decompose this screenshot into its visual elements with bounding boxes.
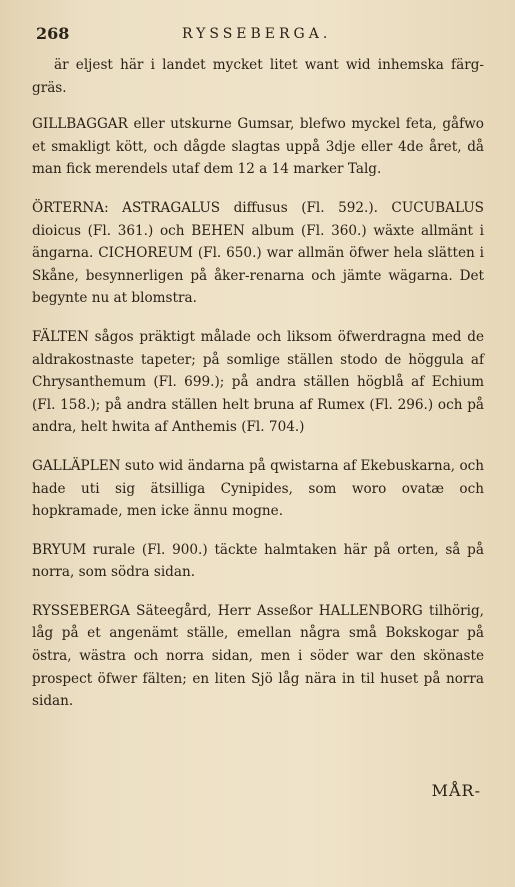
running-title: RYSSEBERGA. <box>182 26 332 42</box>
paragraph-gillbaggar: GILLBAGGAR eller utskurne Gumsar, blefwo myckel feta, gåfwo et smakligt kött, och dågde slagtas uppå 3dje eller 4de året, då man fick merendels utaf dem 12 a 14 marker Talg. <box>32 116 484 178</box>
page-number: 268 <box>36 24 70 43</box>
catchword: MÅR- <box>431 781 481 800</box>
paragraph-rysseberga: RYSSEBERGA Säteegård, Herr Asseßor HALLENBORG tilhörig, låg på et angenämt ställe, emellan några små Bokskogar på östra, wästra och norra sidan, men i söder war den skönaste prospect öfwer fälten; en liten Sjö låg nära in til huset på norra sidan. <box>32 602 484 710</box>
paragraph-gallaplen: GALLÄPLEN suto wid ändarna på qwistarna af Ekebuskarna, och hade uti sig ätsilliga Cynipides, som woro ovatæ och hopkramade, men icke ännu mogne. <box>32 457 484 520</box>
paragraph-bryum: BRYUM rurale (Fl. 900.) täckte halmtaken här på orten, så på norra, som södra sidan. <box>32 541 484 581</box>
paragraph-orterna: ÖRTERNA: ASTRAGALUS diffusus (Fl. 592.). CUCUBALUS dioicus (Fl. 361.) och BEHEN album (Fl. 360.) wäxte allmänt i ängarna. CICHOREUM (Fl. 650.) war allmän öfwer hela slätten i Skåne, besynnerligen på åker-renarna och jämte wägarna. Det begynte nu at blomstra. <box>32 199 484 307</box>
body-text <box>32 54 484 729</box>
paragraph-continuation: är eljest här i landet mycket litet want wid inhemska färg-gräs. <box>32 57 484 96</box>
running-header <box>30 24 485 46</box>
paragraph-falten: FÄLTEN sågos präktigt målade och liksom öfwerdragna med de aldrakostnaste tapeter; på somlige ställen stodo de höggula af Chrysanthemum (Fl. 699.); på andra ställen högblå af Echium (Fl. 158.); på andra ställen helt bruna af Rumex (Fl. 296.) och på andra, helt hwita af Anthemis (Fl. 704.) <box>32 328 484 436</box>
